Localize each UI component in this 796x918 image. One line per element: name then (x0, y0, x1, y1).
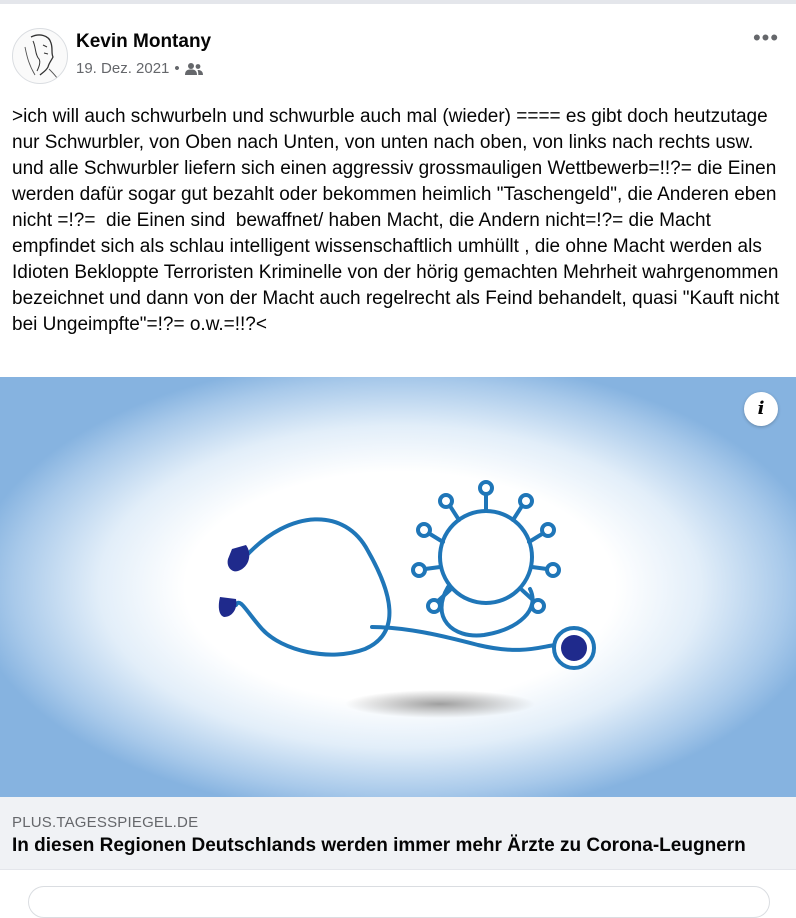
avatar[interactable] (12, 28, 68, 84)
chest-piece-center (561, 635, 587, 661)
earpiece-bottom (219, 597, 237, 617)
avatar-sketch-icon (13, 29, 67, 83)
friends-icon[interactable] (185, 62, 203, 76)
link-preview-image[interactable] (0, 377, 796, 797)
stethoscope-virus-illustration (0, 377, 796, 797)
shadow (345, 690, 535, 718)
top-divider (0, 0, 796, 4)
post-date[interactable]: 19. Dez. 2021 (76, 60, 170, 77)
author-name[interactable]: Kevin Montany (76, 31, 212, 52)
more-options-button[interactable]: ••• (752, 25, 780, 50)
info-button[interactable]: i (744, 392, 778, 426)
earpiece-top (228, 545, 250, 571)
post-text: >ich will auch schwurbeln und schwurble auch mal (wieder) ==== es gibt doch heutzutage nur Schwurbler, von Oben nach Unten, von unten nach oben, von links nach rechts usw. und alle Schwurbler liefern sich einen aggressiv grossmauligen Wettbewerb=!!?= die Einen werden dafür sogar gut bezahlt oder bekommen heimlich "Taschengeld", die Anderen eben nicht =!?= die Einen sind bewaffnet/ haben Macht, die Andern nicht=!?= die Macht empfindet sich als schlau intelligent wissenschaftlich umhüllt , die ohne Macht werden als Idioten Bekloppte Terroristen Kriminelle von der hörig gemachten Mehrheit wahrgenommen bezeichnet und dann von der Macht auch regelrecht als Feind behandelt, quasi "Kauft nicht bei Ungeimpfte"=!?= o.w.=!!?< (12, 106, 788, 335)
meta-separator: • (174, 60, 180, 77)
link-title[interactable]: In diesen Regionen Deutschlands werden immer mehr Ärzte zu Corona-Leugnern (12, 835, 746, 856)
post-meta (76, 60, 203, 77)
next-card-edge (28, 886, 770, 918)
link-preview-footer[interactable] (0, 797, 796, 870)
post-header (12, 25, 784, 84)
stethoscope (236, 482, 572, 655)
virus-spikes-icon (413, 482, 559, 612)
link-domain: PLUS.TAGESSPIEGEL.DE (12, 814, 199, 831)
